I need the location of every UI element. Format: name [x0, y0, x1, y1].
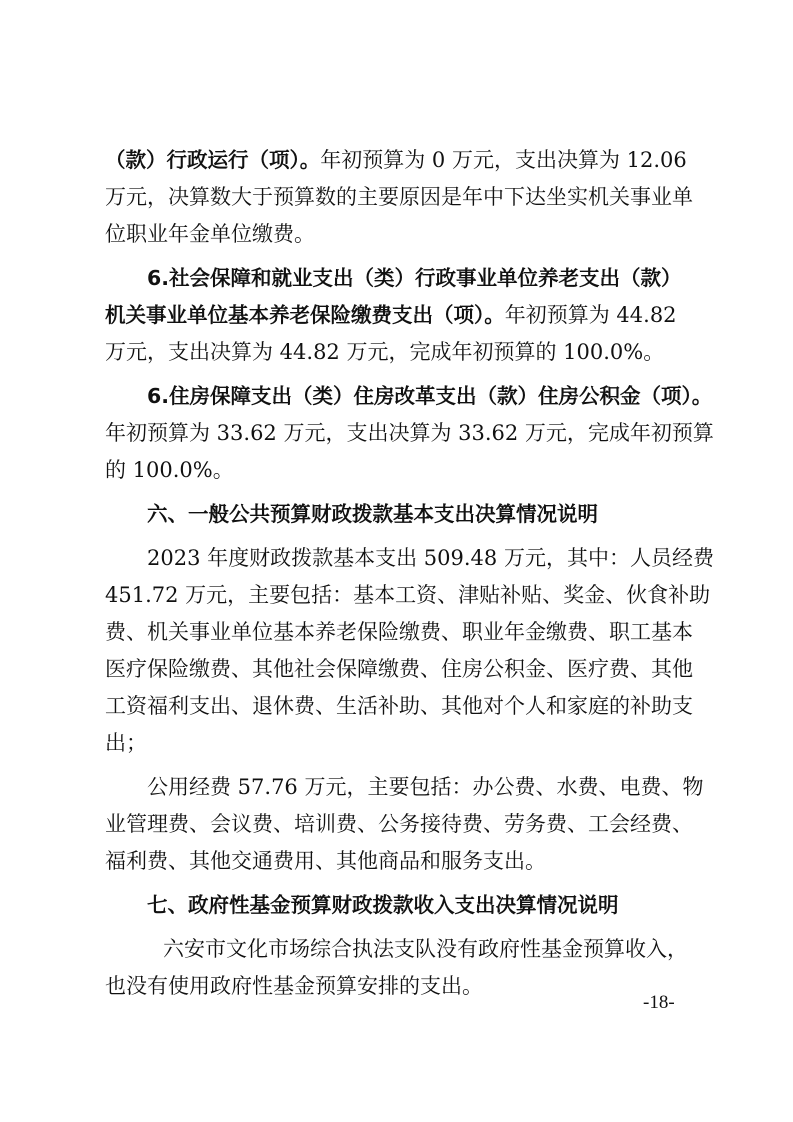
section-heading: 七、政府性基金预算财政拨款收入支出决算情况说明: [147, 893, 619, 917]
paragraph-line: 的 100.0%。: [105, 458, 234, 482]
paragraph-line: 业管理费、会议费、培训费、公务接待费、劳务费、工会经费、: [105, 812, 693, 836]
paragraph-text: 年初预算为 44.82: [504, 303, 677, 327]
paragraph-line: 工资福利支出、退休费、生活补助、其他对个人和家庭的补助支: [105, 694, 693, 718]
paragraph-line: 福利费、其他交通费用、其他商品和服务支出。: [105, 849, 546, 873]
item-heading: （款）行政运行（项）。: [105, 148, 321, 172]
paragraph-line: 2023 年度财政拨款基本支出 509.48 万元，其中：人员经费: [147, 546, 714, 570]
paragraph-line: [105, 260, 697, 297]
paragraph-line: 也没有使用政府性基金预算安排的支出。: [105, 974, 483, 998]
paragraph-line: 六安市文化市场综合执法支队没有政府性基金预算收入，: [163, 937, 688, 961]
paragraph-line: 位职业年金单位缴费。: [105, 222, 315, 246]
paragraph-line: 公用经费 57.76 万元，主要包括：办公费、水费、电费、物: [147, 775, 704, 799]
page-number: -18-: [643, 992, 675, 1013]
paragraph-line: 万元，支出决算为 44.82 万元，完成年初预算的 100.0%。: [105, 340, 665, 364]
document-body: [105, 142, 714, 1005]
paragraph-line: 年初预算为 33.62 万元，支出决算为 33.62 万元，完成年初预算: [105, 421, 714, 445]
paragraph-line: 万元，决算数大于预算数的主要原因是年中下达坐实机关事业单: [105, 185, 693, 209]
paragraph-line: [105, 378, 713, 415]
paragraph-line: 出；: [105, 731, 147, 755]
item-heading: 6.住房保障支出（类）住房改革支出（款）住房公积金（项）。: [147, 384, 713, 408]
paragraph-line: 医疗保险缴费、其他社会保障缴费、住房公积金、医疗费、其他: [105, 657, 693, 681]
item-heading: 6.社会保障和就业支出（类）行政事业单位养老支出（款）: [147, 266, 682, 290]
paragraph-line: [105, 142, 697, 179]
item-heading: 机关事业单位基本养老保险缴费支出（项）。: [105, 303, 505, 327]
paragraph-line: 451.72 万元，主要包括：基本工资、津贴补贴、奖金、伙食补助: [105, 583, 711, 607]
section-heading: 六、一般公共预算财政拨款基本支出决算情况说明: [147, 502, 598, 526]
paragraph-text: 年初预算为 0 万元，支出决算为 12.06: [320, 148, 687, 172]
paragraph-line: [105, 297, 697, 334]
paragraph-line: 费、机关事业单位基本养老保险缴费、职业年金缴费、职工基本: [105, 620, 693, 644]
